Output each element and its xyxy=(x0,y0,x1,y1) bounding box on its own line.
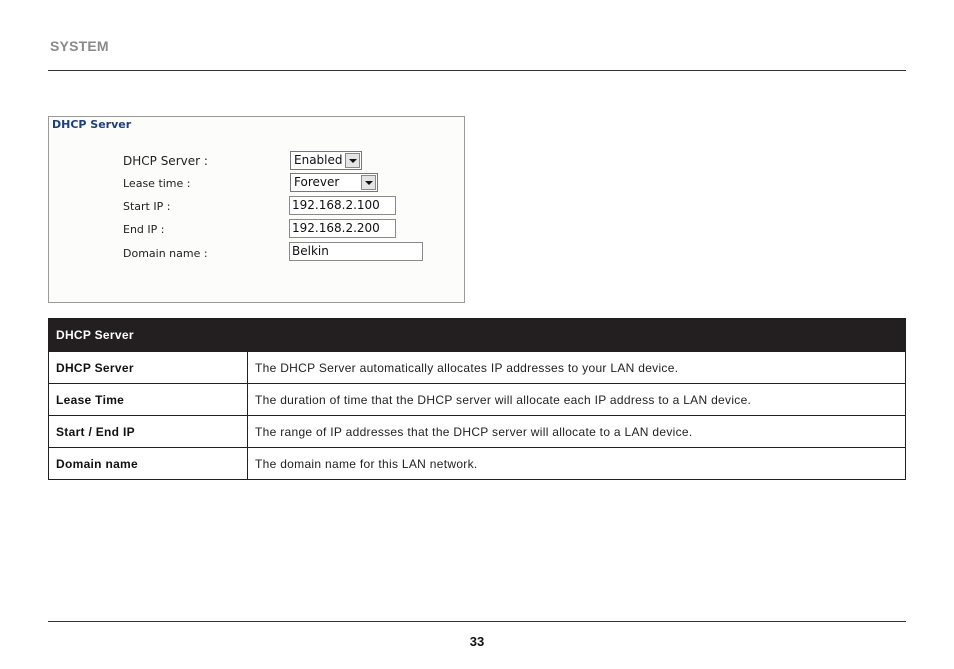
chevron-down-icon[interactable] xyxy=(345,153,360,168)
start-ip-input[interactable]: 192.168.2.100 xyxy=(289,196,396,215)
table-row xyxy=(49,352,906,384)
top-divider xyxy=(48,70,906,71)
lease-time-value: Forever xyxy=(294,175,340,189)
section-title: SYSTEM xyxy=(50,38,109,54)
dhcp-description-table xyxy=(48,318,906,480)
start-ip-label: Start IP : xyxy=(123,200,171,213)
end-ip-input[interactable]: 192.168.2.200 xyxy=(289,219,396,238)
table-header-row xyxy=(49,319,906,352)
table-row xyxy=(49,384,906,416)
domain-name-label: Domain name : xyxy=(123,247,208,260)
dhcp-server-value: Enabled xyxy=(294,153,343,167)
row-definition: The domain name for this LAN network. xyxy=(248,448,906,480)
table-row xyxy=(49,416,906,448)
row-definition: The duration of time that the DHCP server will allocate each IP address to a LAN device. xyxy=(248,384,906,416)
bottom-divider xyxy=(48,621,906,622)
row-definition: The DHCP Server automatically allocates IP addresses to your LAN device. xyxy=(248,352,906,384)
lease-time-label: Lease time : xyxy=(123,177,191,190)
row-term: Start / End IP xyxy=(49,416,248,448)
row-term: Domain name xyxy=(49,448,248,480)
page-number: 33 xyxy=(469,634,485,649)
row-definition: The range of IP addresses that the DHCP server will allocate to a LAN device. xyxy=(248,416,906,448)
dhcp-server-panel xyxy=(48,116,465,303)
dhcp-server-select[interactable] xyxy=(290,151,362,170)
row-term: DHCP Server xyxy=(49,352,248,384)
end-ip-label: End IP : xyxy=(123,223,165,236)
domain-name-input[interactable]: Belkin xyxy=(289,242,423,261)
table-header: DHCP Server xyxy=(49,319,906,352)
lease-time-select[interactable] xyxy=(290,173,378,192)
panel-title: DHCP Server xyxy=(52,118,132,131)
row-term: Lease Time xyxy=(49,384,248,416)
chevron-down-icon[interactable] xyxy=(361,175,376,190)
table-row xyxy=(49,448,906,480)
dhcp-server-label: DHCP Server : xyxy=(123,154,208,168)
